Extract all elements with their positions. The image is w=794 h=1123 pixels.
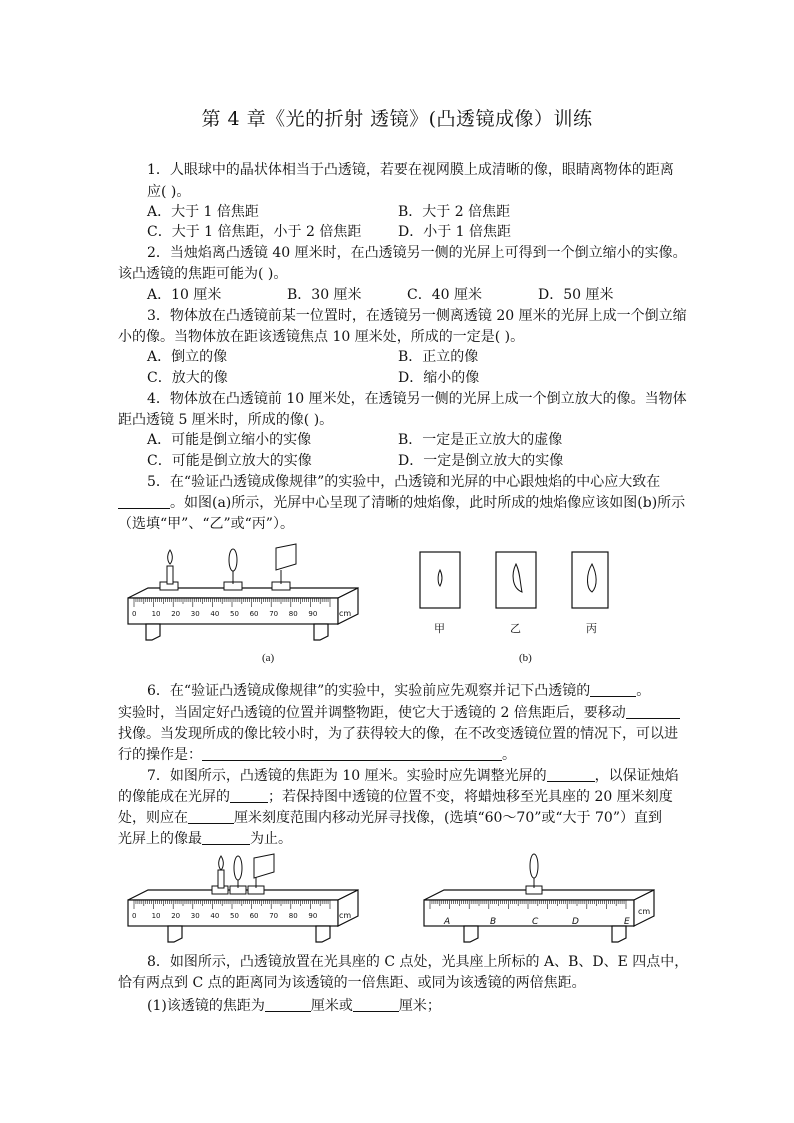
q2-option-c: C．40 厘米 — [407, 287, 482, 303]
ruler-tick-label: 90 — [308, 912, 318, 920]
q1-stem-line2: 应( )。 — [147, 184, 191, 200]
figure-a-caption: (a) — [262, 652, 275, 664]
q3-option-d: D．缩小的像 — [398, 370, 480, 386]
q1-option-d: D．小于 1 倍焦距 — [398, 224, 512, 240]
q7-blank-1[interactable] — [547, 767, 595, 782]
ruler-tick-label: 60 — [249, 610, 259, 618]
figure-b-images — [410, 548, 610, 638]
q2-stem-line1: 2．当烛焰离凸透镜 40 厘米时，在凸透镜另一侧的光屏上可得到一个倒立缩小的实像。 — [147, 245, 687, 261]
q5-stem-line1: 5．在“验证凸透镜成像规律”的实验中，凸透镜和光屏的中心跟烛焰的中心应大致在 — [147, 474, 661, 490]
q8-sub1-end: 厘米； — [398, 998, 441, 1014]
ruler-tick-label: 10 — [151, 610, 161, 618]
q8-stem-line2: 恰有两点到 C 点的距离同为该透镜的一倍焦距、或同为该透镜的两倍焦距。 — [118, 975, 586, 991]
ruler-tick-label: 20 — [171, 912, 181, 920]
q8-stem-line1: 8．如图所示，凸透镜放置在光具座的 C 点处，光具座上所标的 A、B、D、E 四点中， — [147, 954, 689, 970]
q3-option-b: B．正立的像 — [398, 349, 479, 365]
q6-blank-3[interactable] — [202, 746, 502, 761]
q3-option-a: A．倒立的像 — [147, 349, 228, 365]
figure-b-label-yi: 乙 — [510, 622, 521, 635]
ruler-tick-label: 0 — [132, 610, 137, 618]
q3-stem-line1: 3．物体放在凸透镜前某一位置时，在透镜另一侧离透镜 20 厘米的光屏上成一个倒立缩 — [147, 308, 687, 324]
q7-line1-text: 7．如图所示，凸透镜的焦距为 10 厘米。实验时应先调整光屏的 — [147, 768, 547, 784]
q4-option-a: A．可能是倒立缩小的实像 — [147, 432, 312, 448]
point-b-label: B — [490, 917, 497, 927]
ruler-tick-label: 40 — [210, 610, 220, 618]
q7-stem-line4 — [118, 829, 292, 849]
q1-option-c: C．大于 1 倍焦距，小于 2 倍焦距 — [147, 224, 362, 240]
figure-q8-optical-bench — [420, 852, 660, 952]
q4-option-c: C．可能是倒立放大的实像 — [147, 453, 312, 469]
ruler-tick-label: 50 — [230, 610, 239, 618]
q7-line2-end: ；若保持图中透镜的位置不变，将蜡烛移至光具座的 20 厘米刻度 — [268, 789, 673, 805]
ruler-tick-label: 60 — [249, 912, 259, 920]
page-title: 第 4 章《光的折射 透镜》(凸透镜成像）训练 — [201, 108, 593, 130]
ruler-tick-label: 50 — [230, 912, 239, 920]
q3-option-c: C．放大的像 — [147, 370, 228, 386]
q1-option-b: B．大于 2 倍焦距 — [398, 204, 511, 220]
point-d-label: D — [572, 917, 579, 927]
q2-option-d: D．50 厘米 — [538, 287, 614, 303]
q6-blank-1[interactable] — [590, 682, 636, 697]
q4-stem-line1: 4．物体放在凸透镜前 10 厘米处，在透镜另一侧的光屏上成一个倒立放大的像。当物体 — [147, 391, 687, 407]
point-e-label: E — [624, 917, 630, 927]
ruler-tick-label: 20 — [171, 610, 181, 618]
q8-blank-1[interactable] — [265, 997, 311, 1012]
q6-line1-text: 6．在“验证凸透镜成像规律”的实验中，实验前应先观察并记下凸透镜的 — [147, 683, 591, 699]
ruler-tick-label: 30 — [190, 610, 200, 618]
q2-stem-line2: 该凸透镜的焦距可能为( )。 — [118, 266, 288, 282]
ruler-tick-label: 70 — [269, 912, 279, 920]
q5-stem-line2 — [118, 493, 685, 513]
q6-stem-line3: 找像。当发现所成的像比较小时，为了获得较大的像，在不改变透镜位置的情况下，可以进 — [118, 726, 678, 742]
q6-blank-2[interactable] — [626, 704, 680, 719]
q8-blank-2[interactable] — [353, 997, 399, 1012]
ruler-tick-label: 40 — [210, 912, 220, 920]
q1-stem-line1: 1．人眼球中的晶状体相当于凸透镜，若要在视网膜上成清晰的像，眼睛离物体的距离 — [147, 162, 674, 178]
q6-stem-line1 — [147, 681, 650, 701]
bench-unit-q7: cm — [339, 911, 352, 920]
q7-blank-2[interactable] — [230, 788, 268, 803]
q6-line1-end: 。 — [636, 683, 651, 699]
ruler-tick-label: 90 — [308, 610, 318, 618]
figure-b-label-jia: 甲 — [434, 622, 445, 635]
q7-stem-line3 — [118, 808, 662, 828]
q3-stem-line2: 小的像。当物体放在距该透镜焦点 10 厘米处，所成的一定是( )。 — [118, 329, 525, 345]
figure-a-optical-bench — [124, 540, 364, 650]
q6-line4-text: 行的操作是： — [118, 747, 202, 763]
q7-stem-line2 — [118, 787, 673, 807]
q8-sub1 — [147, 996, 441, 1016]
q2-option-a: A．10 厘米 — [147, 287, 222, 303]
q6-line2-text: 实验时，当固定好凸透镜的位置并调整物距，使它大于透镜的 2 倍焦距后，要移动 — [118, 705, 626, 721]
figure-q7-optical-bench — [124, 852, 364, 952]
q7-line2-text: 的像能成在光屏的 — [118, 789, 230, 805]
q4-option-b: B．一定是正立放大的虚像 — [398, 432, 563, 448]
q7-stem-line1 — [147, 766, 679, 786]
bench-unit-a: cm — [339, 609, 352, 618]
q4-option-d: D．一定是倒立放大的实像 — [398, 453, 564, 469]
q1-option-a: A．大于 1 倍焦距 — [147, 204, 259, 220]
q5-stem-line3: （选填“甲”、“乙”或“丙”）。 — [118, 516, 294, 532]
ruler-tick-label: 0 — [132, 912, 137, 920]
q5-blank-1[interactable] — [118, 494, 170, 509]
ruler-tick-label: 80 — [288, 912, 298, 920]
q6-stem-line4 — [118, 745, 516, 765]
point-c-label: C — [532, 917, 539, 927]
bench-unit-q8: cm — [638, 907, 651, 916]
figure-b-caption: (b) — [519, 652, 532, 664]
q7-blank-4[interactable] — [202, 830, 250, 845]
q7-line1-end: ，以保证烛焰 — [594, 768, 679, 784]
point-a-label: A — [444, 917, 451, 927]
ruler-tick-label: 30 — [190, 912, 200, 920]
q8-sub1-mid: 厘米或 — [310, 998, 353, 1014]
figure-b-label-bing: 丙 — [586, 622, 597, 635]
q7-line3-end: 厘米刻度范围内移动光屏寻找像，(选填“60～70”或“大于 70”）直到 — [234, 810, 662, 826]
ruler-tick-label: 10 — [151, 912, 161, 920]
q4-stem-line2: 距凸透镜 5 厘米时，所成的像( )。 — [118, 412, 334, 428]
q7-line4-end: 为止。 — [250, 831, 292, 847]
ruler-tick-label: 70 — [269, 610, 279, 618]
q6-stem-line2 — [118, 703, 680, 723]
q7-line4-text: 光屏上的像最 — [118, 831, 202, 847]
q8-sub1-text: (1)该透镜的焦距为 — [147, 998, 265, 1014]
q6-line4-end: 。 — [502, 747, 516, 763]
q5-stem-line2-text: 。如图(a)所示，光屏中心呈现了清晰的烛焰像，此时所成的烛焰像应该如图(b)所示 — [170, 495, 686, 511]
ruler-tick-label: 80 — [288, 610, 298, 618]
q2-option-b: B．30 厘米 — [287, 287, 362, 303]
q7-blank-3[interactable] — [188, 809, 234, 824]
q7-line3-text: 处，则应在 — [118, 810, 188, 826]
